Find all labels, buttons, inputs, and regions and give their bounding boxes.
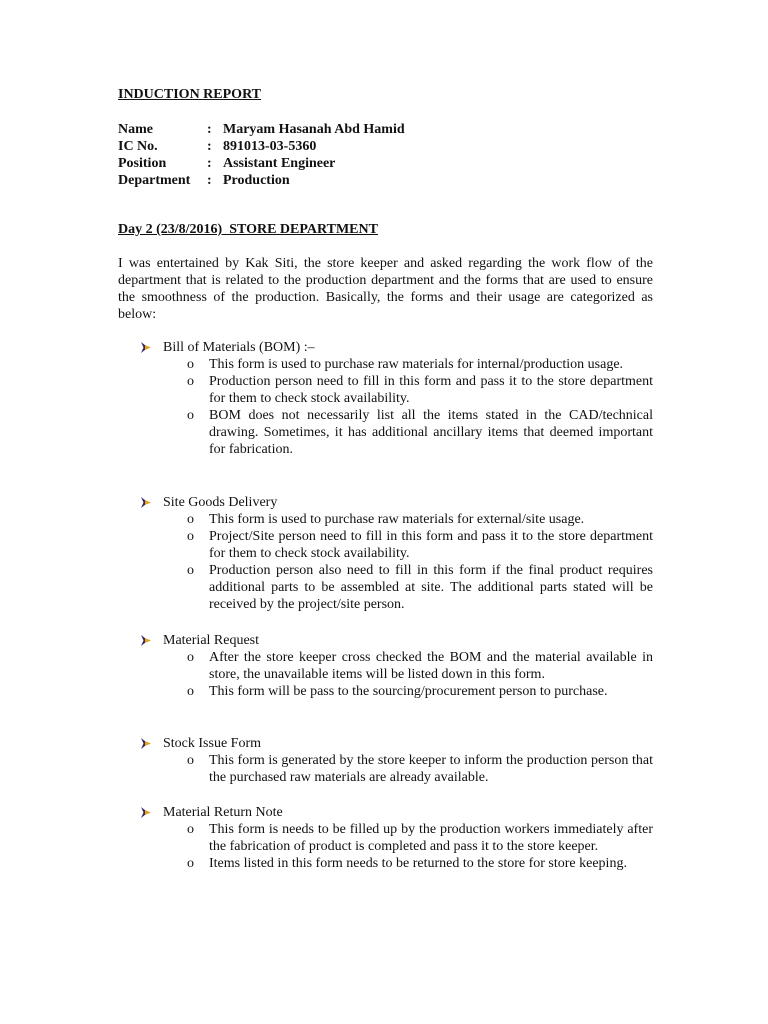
intro-paragraph: I was entertained by Kak Siti, the store keeper and asked regarding the work flow of the department that is related to the production department and the forms that are used to ensure the smoothness of the production. Basically, the forms and their usage are categorized as below: — [118, 256, 653, 322]
sub-item-text: BOM does not necessarily list all the items stated in the CAD/technical drawing. Sometimes, it has additional ancillary items that deemed important for fabrication. — [209, 408, 653, 457]
sub-item — [140, 511, 653, 528]
sub-item-text: Production person also need to fill in this form if the final product requires additional parts to be assembled at site. The additional parts stated will be received by the project/site person. — [209, 563, 653, 612]
sub-item — [140, 855, 653, 872]
info-colon: : — [207, 156, 212, 171]
sub-bullet-marker: o — [187, 856, 194, 871]
section-material-request — [140, 632, 653, 700]
bullet-label: Stock Issue Form — [163, 736, 261, 751]
bullet-item — [140, 804, 653, 821]
bullet-label: Material Request — [163, 633, 260, 648]
sub-item-text: Items listed in this form needs to be returned to the store for store keeping. — [209, 856, 627, 871]
sub-item-text: This form is generated by the store keeper to inform the production person that the purchased raw materials are already available. — [209, 753, 653, 785]
bullet-item — [140, 339, 653, 356]
sub-bullet-marker: o — [187, 650, 194, 665]
sub-bullet-marker: o — [187, 357, 194, 372]
arrow-bullet-icon — [140, 342, 152, 353]
sub-item — [140, 562, 653, 613]
sub-bullet-marker: o — [187, 512, 194, 527]
bullet-label: Bill of Materials (BOM) :– — [163, 340, 315, 355]
sub-item — [140, 649, 653, 683]
bullet-item — [140, 494, 653, 511]
info-colon: : — [207, 173, 212, 188]
sub-bullet-marker: o — [187, 374, 194, 389]
section-stock-issue-form — [140, 735, 653, 786]
bullet-label: Material Return Note — [163, 805, 283, 820]
arrow-bullet-icon — [140, 807, 152, 818]
sub-bullet-marker: o — [187, 822, 194, 837]
arrow-bullet-icon — [140, 738, 152, 749]
info-value: Assistant Engineer — [223, 156, 336, 171]
sub-item — [140, 407, 653, 458]
sub-item-text: This form is needs to be filled up by the production workers immediately after the fabrication of product is completed and pass it to the store keeper. — [209, 822, 653, 854]
info-value: Production — [223, 173, 290, 188]
info-label: Position — [118, 156, 167, 171]
sub-item — [140, 752, 653, 786]
sub-item-text: This form will be pass to the sourcing/procurement person to purchase. — [209, 684, 608, 699]
sub-item — [140, 373, 653, 407]
info-colon: : — [207, 139, 212, 154]
sub-bullet-marker: o — [187, 529, 194, 544]
info-label: Department — [118, 173, 191, 188]
info-value: 891013-03-5360 — [223, 139, 317, 154]
sub-item-text: Production person need to fill in this form and pass it to the store department for them to check stock availability. — [209, 374, 653, 406]
sub-item-text: This form is used to purchase raw materials for external/site usage. — [209, 512, 585, 527]
report-title: INDUCTION REPORT — [118, 87, 262, 102]
sub-item — [140, 821, 653, 855]
day-heading: Day 2 (23/8/2016) STORE DEPARTMENT — [118, 222, 378, 237]
sub-item — [140, 528, 653, 562]
section-site-goods-delivery — [140, 494, 653, 613]
arrow-bullet-icon — [140, 635, 152, 646]
section-bom — [140, 339, 653, 458]
sub-item — [140, 356, 653, 373]
sub-bullet-marker: o — [187, 563, 194, 578]
sub-item-text: This form is used to purchase raw materials for internal/production usage. — [209, 357, 624, 372]
sub-bullet-marker: o — [187, 753, 194, 768]
sub-bullet-marker: o — [187, 684, 194, 699]
sub-bullet-marker: o — [187, 408, 194, 423]
info-label: Name — [118, 122, 153, 137]
arrow-bullet-icon — [140, 497, 152, 508]
info-label: IC No. — [118, 139, 158, 154]
bullet-item — [140, 632, 653, 649]
sub-item-text: After the store keeper cross checked the BOM and the material available in store, the unavailable items will be listed down in this form. — [209, 650, 653, 682]
info-value: Maryam Hasanah Abd Hamid — [223, 122, 405, 137]
sub-item-text: Project/Site person need to fill in this form and pass it to the store department for them to check stock availability. — [209, 529, 653, 561]
sub-item — [140, 683, 653, 700]
section-material-return-note — [140, 804, 653, 872]
bullet-item — [140, 735, 653, 752]
bullet-label: Site Goods Delivery — [163, 495, 278, 510]
info-colon: : — [207, 122, 212, 137]
